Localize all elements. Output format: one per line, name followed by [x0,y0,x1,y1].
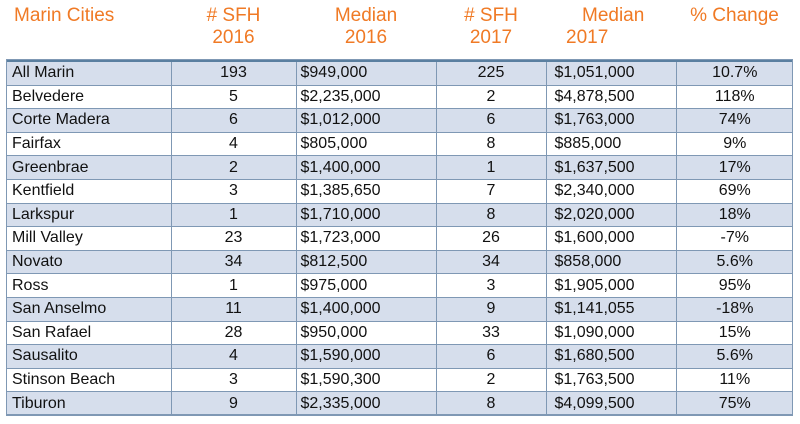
cell-median-2016: $2,235,000 [296,85,436,109]
header-change [676,2,793,61]
cell-sfh-2016: 4 [171,345,296,369]
table-row [6,61,793,86]
cell-change: 11% [676,368,793,392]
cell-sfh-2017: 9 [436,297,546,321]
header-city-line-1: Marin Cities [14,5,115,26]
cell-change: 5.6% [676,250,793,274]
cell-median-2017: $1,600,000 [546,227,676,251]
cell-change: 118% [676,85,793,109]
cell-median-2017: $1,763,000 [546,109,676,133]
cell-median-2017: $885,000 [546,132,676,156]
cell-sfh-2017: 2 [436,85,546,109]
header-sfh-2016 [171,2,296,61]
cell-median-2017: $2,340,000 [546,179,676,203]
cell-sfh-2016: 34 [171,250,296,274]
cell-sfh-2016: 1 [171,203,296,227]
cell-city: Stinson Beach [6,368,171,392]
header-median-2016-line-2: 2016 [344,27,388,48]
table-row [6,321,793,345]
cell-median-2016: $2,335,000 [296,392,436,416]
cell-city: Sausalito [6,345,171,369]
cell-city: Larkspur [6,203,171,227]
cell-sfh-2017: 7 [436,179,546,203]
cell-sfh-2016: 11 [171,297,296,321]
cell-sfh-2017: 8 [436,132,546,156]
cell-sfh-2017: 34 [436,250,546,274]
table-row [6,132,793,156]
cell-sfh-2017: 6 [436,345,546,369]
cell-median-2017: $1,051,000 [546,61,676,86]
cell-change: 10.7% [676,61,793,86]
cell-sfh-2017: 8 [436,203,546,227]
cell-sfh-2016: 5 [171,85,296,109]
cell-change: 15% [676,321,793,345]
header-median-2016-line-1: Median [334,5,398,26]
header-row [6,2,793,61]
cell-median-2016: $949,000 [296,61,436,86]
cell-change: 5.6% [676,345,793,369]
cell-median-2016: $1,012,000 [296,109,436,133]
cell-city: All Marin [6,61,171,86]
cell-sfh-2016: 23 [171,227,296,251]
cell-sfh-2016: 3 [171,179,296,203]
cell-median-2016: $1,400,000 [296,297,436,321]
table-row [6,109,793,133]
header-sfh-2016-line-2: 2016 [212,27,255,48]
header-change-line-1: % Change [690,5,779,26]
cell-sfh-2016: 2 [171,156,296,180]
header-median-2017 [546,2,676,61]
cell-sfh-2016: 3 [171,368,296,392]
table-row [6,85,793,109]
cell-median-2017: $1,763,500 [546,368,676,392]
cell-change: 18% [676,203,793,227]
cell-median-2017: $4,099,500 [546,392,676,416]
cell-city: Belvedere [6,85,171,109]
table-row [6,250,793,274]
cell-median-2017: $1,680,500 [546,345,676,369]
cell-city: Tiburon [6,392,171,416]
cell-median-2016: $950,000 [296,321,436,345]
cell-city: Corte Madera [6,109,171,133]
cell-sfh-2017: 3 [436,274,546,298]
cell-city: Mill Valley [6,227,171,251]
table-row [6,227,793,251]
table-row [6,297,793,321]
cell-sfh-2016: 1 [171,274,296,298]
cell-median-2016: $1,385,650 [296,179,436,203]
cell-median-2017: $858,000 [546,250,676,274]
table-row [6,274,793,298]
cell-median-2017: $1,637,500 [546,156,676,180]
cell-median-2016: $975,000 [296,274,436,298]
table-body [6,61,793,416]
table-row [6,156,793,180]
header-city [6,2,171,61]
cell-median-2017: $1,141,055 [546,297,676,321]
cell-city: Fairfax [6,132,171,156]
header-sfh-2017-line-1: # SFH [464,5,518,26]
cell-change: 17% [676,156,793,180]
header-median-2017-line-1: Median [582,5,645,26]
cell-sfh-2016: 193 [171,61,296,86]
cell-median-2016: $1,710,000 [296,203,436,227]
cell-change: 75% [676,392,793,416]
cell-median-2016: $1,400,000 [296,156,436,180]
cell-sfh-2017: 2 [436,368,546,392]
cell-sfh-2017: 26 [436,227,546,251]
cell-sfh-2017: 6 [436,109,546,133]
cell-city: Greenbrae [6,156,171,180]
cell-sfh-2016: 4 [171,132,296,156]
table-row [6,203,793,227]
table-row [6,392,793,416]
cell-city: San Anselmo [6,297,171,321]
marin-sfh-table [6,2,793,416]
cell-median-2016: $1,723,000 [296,227,436,251]
cell-sfh-2017: 1 [436,156,546,180]
header-median-2017-line-2: 2017 [566,27,609,48]
cell-median-2016: $812,500 [296,250,436,274]
cell-sfh-2016: 6 [171,109,296,133]
cell-median-2016: $1,590,000 [296,345,436,369]
cell-change: 69% [676,179,793,203]
cell-city: Ross [6,274,171,298]
header-sfh-2017 [436,2,546,61]
cell-change: 74% [676,109,793,133]
cell-city: San Rafael [6,321,171,345]
cell-city: Novato [6,250,171,274]
header-sfh-2017-line-2: 2017 [469,27,513,48]
cell-median-2016: $805,000 [296,132,436,156]
table-row [6,179,793,203]
cell-sfh-2017: 33 [436,321,546,345]
cell-median-2017: $2,020,000 [546,203,676,227]
cell-median-2016: $1,590,300 [296,368,436,392]
cell-sfh-2016: 9 [171,392,296,416]
cell-change: 95% [676,274,793,298]
table-row [6,345,793,369]
cell-median-2017: $1,090,000 [546,321,676,345]
cell-sfh-2016: 28 [171,321,296,345]
cell-change: -18% [676,297,793,321]
cell-change: -7% [676,227,793,251]
cell-median-2017: $4,878,500 [546,85,676,109]
header-median-2016 [296,2,436,61]
cell-change: 9% [676,132,793,156]
cell-city: Kentfield [6,179,171,203]
header-sfh-2016-line-1: # SFH [206,5,261,26]
table-row [6,368,793,392]
cell-sfh-2017: 8 [436,392,546,416]
cell-sfh-2017: 225 [436,61,546,86]
cell-median-2017: $1,905,000 [546,274,676,298]
